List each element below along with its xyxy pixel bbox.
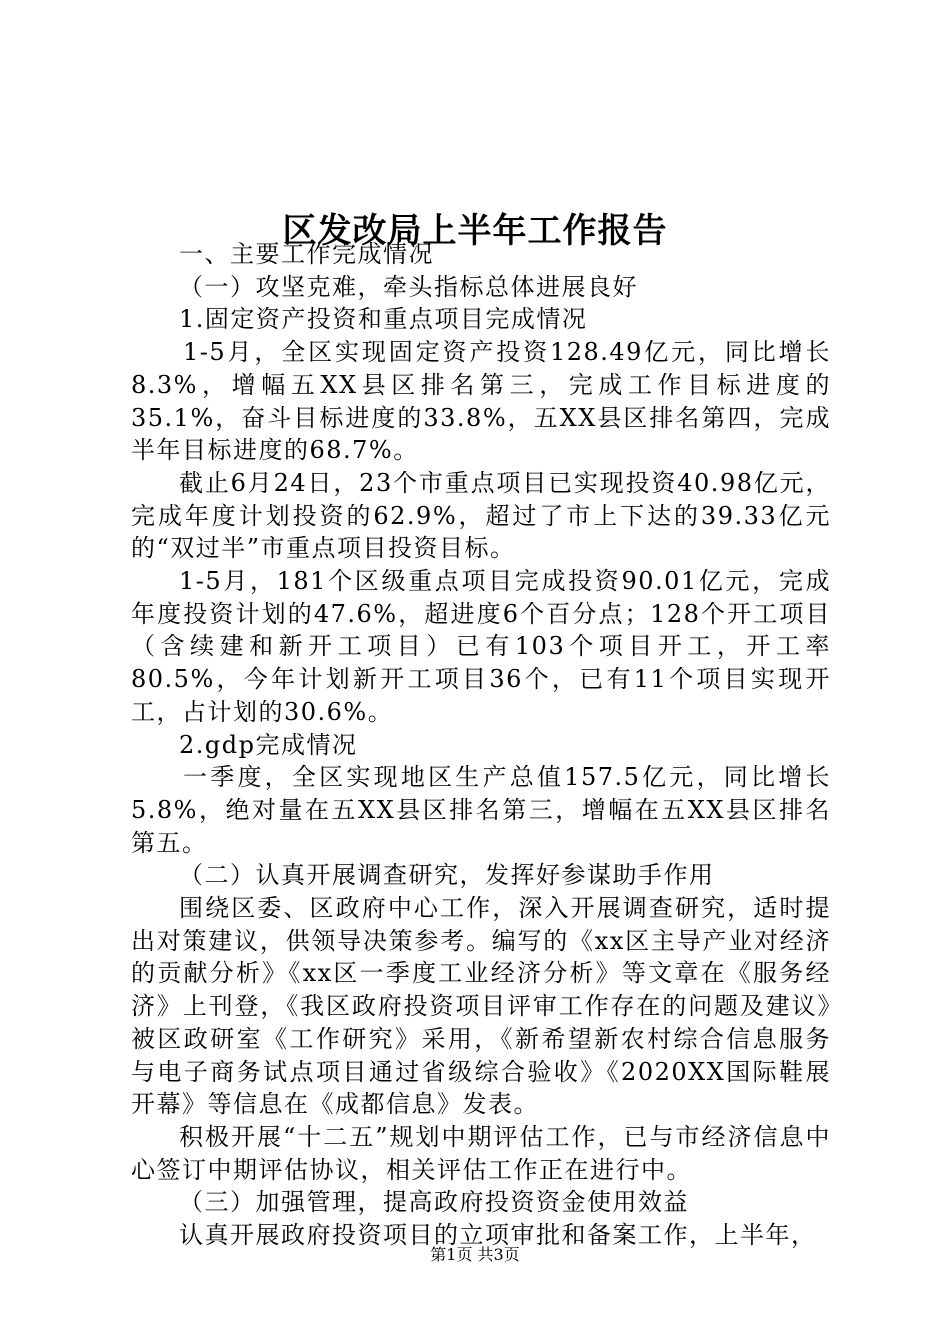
heading-subsection-2: 2.gdp完成情况 xyxy=(179,730,358,759)
paragraph: 一季度，全区实现地区生产总值157.5亿元，同比增长5.8%，绝对量在五XX县区排名第三，增幅在五XX县区排名第五。 xyxy=(131,763,831,857)
heading-section-1: （一）攻坚克难，牵头指标总体进展良好 xyxy=(179,272,638,301)
heading-subsection-1: 1.固定资产投资和重点项目完成情况 xyxy=(179,305,588,334)
heading-section-2: （二）认真开展调查研究，发挥好参谋助手作用 xyxy=(179,861,715,890)
paragraph: 积极开展“十二五”规划中期评估工作，已与市经济信息中心签订中期评估协议，相关评估工作正在进行中。 xyxy=(131,1122,831,1184)
paragraph: 认真开展政府投资项目的立项审批和备案工作，上半年， xyxy=(179,1221,817,1250)
heading-section-3: （三）加强管理，提高政府投资资金使用效益 xyxy=(179,1188,689,1217)
paragraph: 1-5月，181个区级重点项目完成投资90.01亿元，完成年度投资计划的47.6%，超进度6个百分点；128个开工项目（含续建和新开工项目）已有103个项目开工，开工率80.5%，今年计划新开工项目36个，已有11个项目实现开工，占计划的30.6%。 xyxy=(131,567,831,726)
document-body xyxy=(131,238,831,1252)
paragraph: 截止6月24日，23个市重点项目已实现投资40.98亿元，完成年度计划投资的62.9%，超过了市上下达的39.33亿元的“双过半”市重点项目投资目标。 xyxy=(131,468,831,563)
heading-level-1: 一、主要工作完成情况 xyxy=(179,240,434,268)
paragraph: 1-5月，全区实现固定资产投资128.49亿元，同比增长8.3%，增幅五XX县区排名第三，完成工作目标进度的35.1%，奋斗目标进度的33.8%，五XX县区排名第四，完成半年目标进度的68.7%。 xyxy=(131,338,831,465)
page-footer: 第1页 共3页 xyxy=(430,1245,520,1264)
paragraph: 围绕区委、区政府中心工作，深入开展调查研究，适时提出对策建议，供领导决策参考。编写的《xx区主导产业对经济的贡献分析》《xx区一季度工业经济分析》等文章在《服务经济》上刊登，《我区政府投资项目评审工作存在的问题及建议》被区政研室《工作研究》采用，《新希望新农村综合信息服务与电子商务试点项目通过省级综合验收》《2020XX国际鞋展开幕》等信息在《成都信息》发表。 xyxy=(131,894,831,1119)
document-title: 区发改局上半年工作报告 xyxy=(282,210,668,251)
